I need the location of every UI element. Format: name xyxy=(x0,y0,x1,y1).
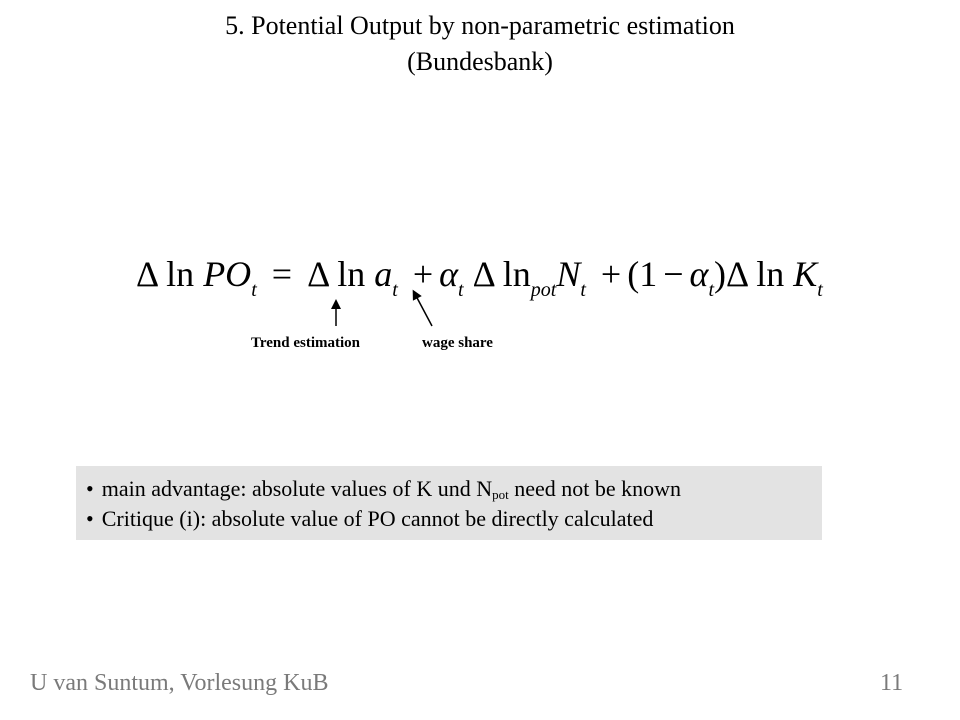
growth-formula xyxy=(136,244,836,304)
item1-text-pre: main advantage: absolute values of K und N xyxy=(101,476,493,501)
slide-title-line1: 5. Potential Output by non-parametric estimation xyxy=(225,11,735,40)
ln-operator: ln xyxy=(166,254,195,294)
list-item xyxy=(86,504,812,534)
notes-list xyxy=(86,474,812,534)
subscript-t: t xyxy=(708,279,715,301)
delta-symbol: Δ xyxy=(472,254,494,294)
ln-operator: ln xyxy=(502,254,531,294)
list-item xyxy=(86,474,812,504)
plus-sign: + xyxy=(600,254,622,294)
delta-symbol: Δ xyxy=(726,254,748,294)
alpha-variable: α xyxy=(439,254,459,294)
subscript-t: t xyxy=(458,279,464,301)
slide-title xyxy=(0,8,960,80)
item1-subscript: pot xyxy=(492,487,509,502)
subscript-t: t xyxy=(251,279,257,301)
n-variable: N xyxy=(556,254,581,294)
wage-share-label: wage share xyxy=(422,335,493,351)
footer-author: U van Suntum, Vorlesung KuB xyxy=(30,670,329,696)
bullet-icon: • xyxy=(86,506,94,531)
ln-operator: ln xyxy=(756,254,785,294)
close-paren: ) xyxy=(714,254,727,294)
page-number: 11 xyxy=(880,670,904,696)
open-paren: (1 xyxy=(627,254,658,294)
subscript-t: t xyxy=(817,279,823,301)
trend-estimation-label: Trend estimation xyxy=(251,335,361,351)
subscript-pot: pot xyxy=(530,279,557,301)
notes-box xyxy=(76,466,822,540)
equals-sign: = xyxy=(271,254,293,294)
a-variable: a xyxy=(374,254,393,294)
ln-operator: ln xyxy=(337,254,366,294)
k-variable: K xyxy=(793,254,818,294)
alpha-variable: α xyxy=(689,254,709,294)
subscript-t: t xyxy=(580,279,586,301)
plus-sign: + xyxy=(412,254,434,294)
delta-symbol: Δ xyxy=(307,254,329,294)
subscript-t: t xyxy=(392,279,398,301)
minus-sign: − xyxy=(663,254,684,294)
bullet-icon: • xyxy=(86,476,94,501)
po-variable: PO xyxy=(203,254,252,294)
item1-text-post: need not be known xyxy=(508,476,682,501)
item2-text: Critique (i): absolute value of PO cannot be directly calculated xyxy=(101,506,654,531)
slide-title-line2: (Bundesbank) xyxy=(407,47,553,76)
delta-symbol: Δ xyxy=(136,254,158,294)
